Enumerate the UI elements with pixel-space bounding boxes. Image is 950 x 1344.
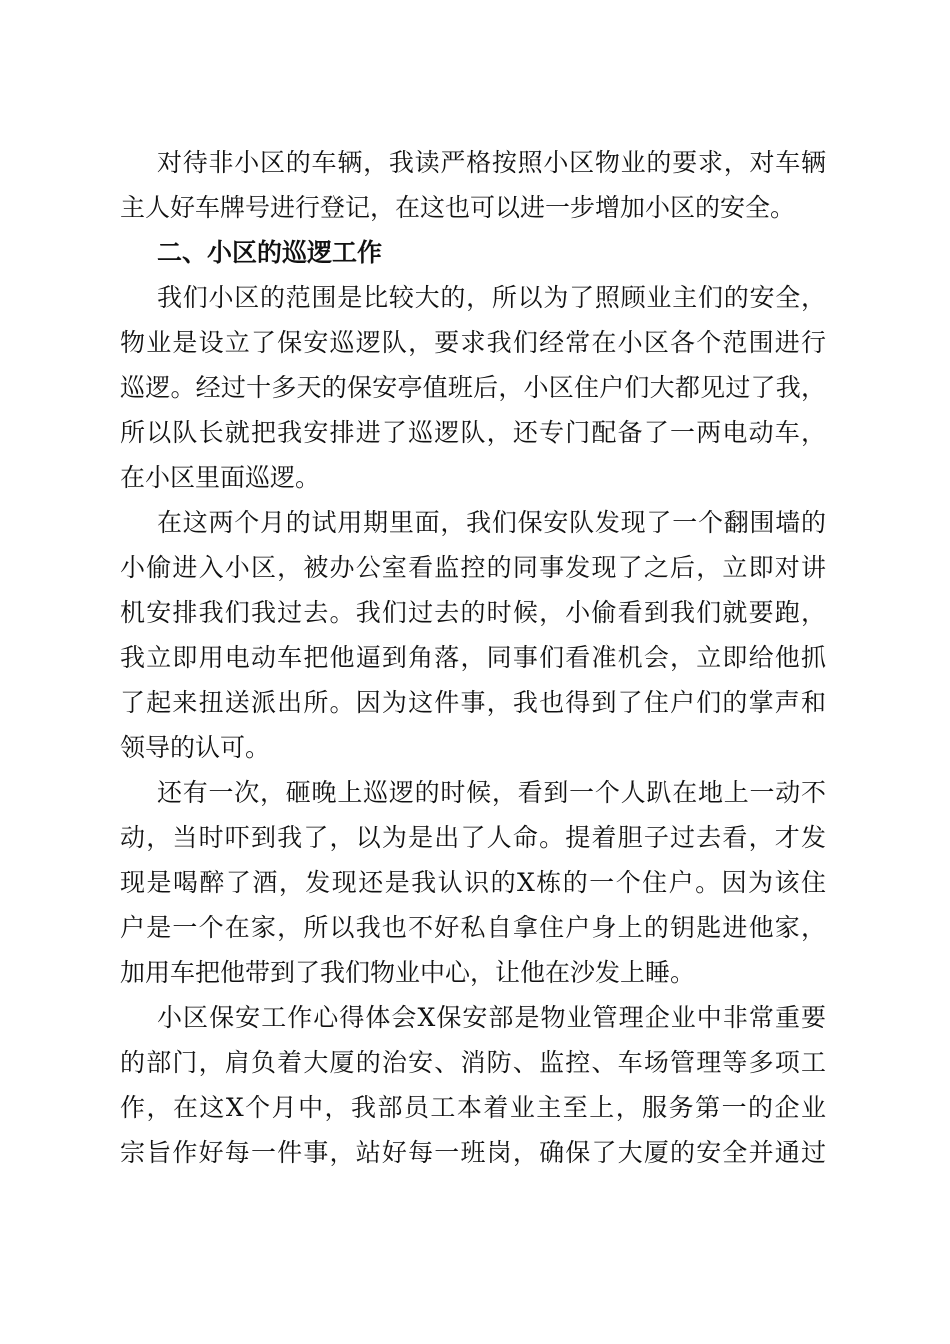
- paragraph-4-line-4: 户是一个在家，所以我也不好私自拿住户身上的钥匙进他家，: [120, 913, 826, 942]
- paragraph-4-line-5: 加用车把他带到了我们物业中心，让他在沙发上睡。: [120, 958, 696, 987]
- paragraph-2-line-3: 巡逻。经过十多天的保安亭值班后，小区住户们大都见过了我，: [120, 373, 826, 402]
- paragraph-1-line-2: 主人好车牌号进行登记，在这也可以进一步增加小区的安全。: [120, 193, 796, 222]
- paragraph-4-line-3: 现是喝醉了酒，发现还是我认识的X栋的一个住户。因为该住: [120, 868, 826, 897]
- paragraph-3-line-6: 领导的认可。: [120, 733, 271, 762]
- paragraph-1-line-1: 对待非小区的车辆，我读严格按照小区物业的要求，对车辆: [157, 148, 826, 177]
- paragraph-5-line-2: 的部门，肩负着大厦的治安、消防、监控、车场管理等多项工: [120, 1048, 826, 1077]
- section-heading: 二、小区的巡逻工作: [157, 238, 383, 267]
- paragraph-3-line-4: 我立即用电动车把他逼到角落，同事们看准机会，立即给他抓: [120, 643, 826, 672]
- paragraph-3-line-3: 机安排我们我过去。我们过去的时候，小偷看到我们就要跑，: [120, 598, 826, 627]
- paragraph-2-line-5: 在小区里面巡逻。: [120, 463, 321, 492]
- paragraph-5-line-4: 宗旨作好每一件事，站好每一班岗，确保了大厦的安全并通过: [120, 1138, 826, 1167]
- paragraph-5-line-3: 作，在这X个月中，我部员工本着业主至上，服务第一的企业: [120, 1093, 826, 1122]
- paragraph-2-line-2: 物业是设立了保安巡逻队，要求我们经常在小区各个范围进行: [120, 328, 826, 357]
- paragraph-4-line-1: 还有一次，砸晚上巡逻的时候，看到一个人趴在地上一动不: [157, 778, 826, 807]
- paragraph-3-line-2: 小偷进入小区，被办公室看监控的同事发现了之后，立即对讲: [120, 553, 826, 582]
- paragraph-4-line-2: 动，当时吓到我了，以为是出了人命。提着胆子过去看，才发: [120, 823, 826, 852]
- paragraph-2-line-1: 我们小区的范围是比较大的，所以为了照顾业主们的安全，: [157, 283, 826, 312]
- paragraph-2-line-4: 所以队长就把我安排进了巡逻队，还专门配备了一两电动车，: [120, 418, 826, 447]
- paragraph-5-line-1: 小区保安工作心得体会X保安部是物业管理企业中非常重要: [157, 1003, 826, 1032]
- paragraph-3-line-1: 在这两个月的试用期里面，我们保安队发现了一个翻围墙的: [157, 508, 826, 537]
- paragraph-3-line-5: 了起来扭送派出所。因为这件事，我也得到了住户们的掌声和: [120, 688, 826, 717]
